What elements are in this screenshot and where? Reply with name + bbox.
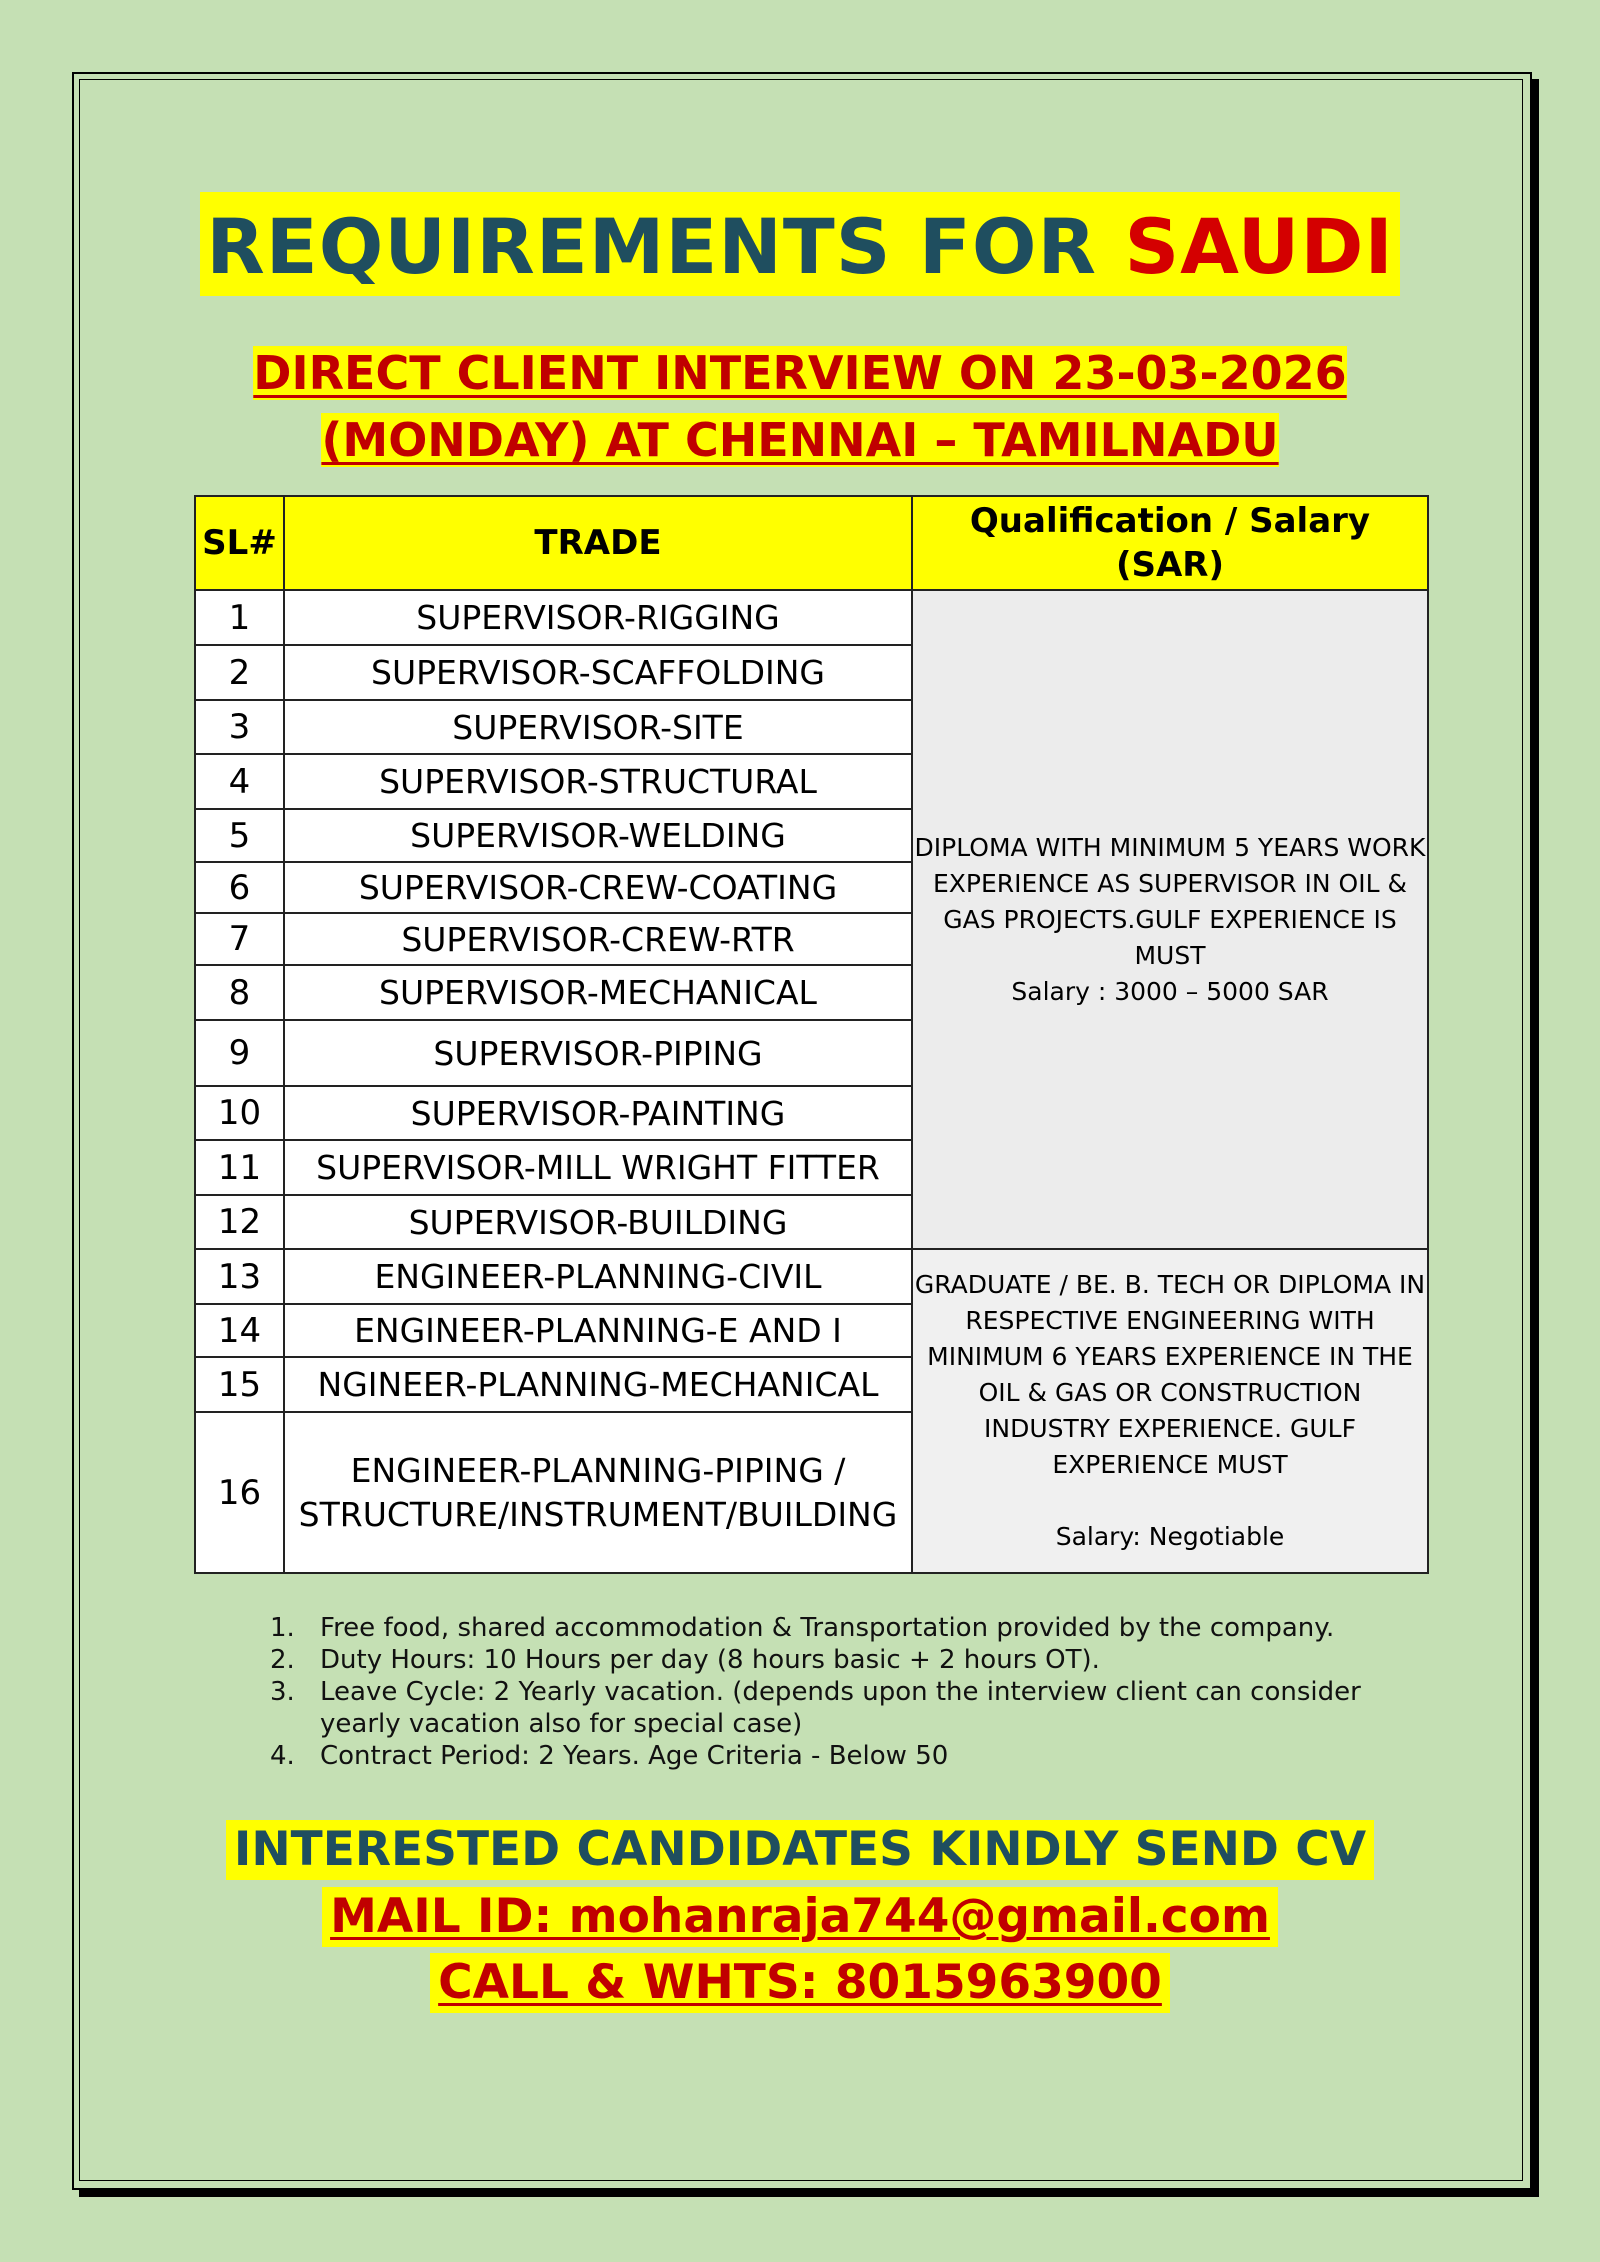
- row-trade: SUPERVISOR-MECHANICAL: [284, 965, 912, 1020]
- cta-line: [0, 1820, 1600, 1880]
- header-sl: SL#: [195, 496, 284, 590]
- list-number: 3.: [270, 1677, 295, 1707]
- page-title: [200, 192, 1399, 296]
- row-trade: SUPERVISOR-PIPING: [284, 1020, 912, 1086]
- phone-text[interactable]: CALL & WHTS: 8015963900: [430, 1953, 1170, 2013]
- row-trade: NGINEER-PLANNING-MECHANICAL: [284, 1357, 912, 1412]
- cta-phone-line: [0, 1953, 1600, 2013]
- row-sl: 15: [195, 1357, 284, 1412]
- row-sl: 10: [195, 1086, 284, 1140]
- row-trade: SUPERVISOR-RIGGING: [284, 590, 912, 645]
- table-header-row: [195, 496, 1428, 590]
- list-text: Leave Cycle: 2 Yearly vacation. (depends upon the interview client can consider yearly vacation also for special case): [320, 1677, 1361, 1739]
- row-trade: SUPERVISOR-BUILDING: [284, 1195, 912, 1249]
- spacer: [913, 1483, 1427, 1519]
- row-sl: 14: [195, 1304, 284, 1357]
- interview-line-2: (MONDAY) AT CHENNAI – TAMILNADU: [321, 413, 1279, 467]
- row-trade: SUPERVISOR-STRUCTURAL: [284, 754, 912, 809]
- list-item: [270, 1644, 1440, 1676]
- qualification-supervisors: [912, 590, 1428, 1249]
- row-trade: ENGINEER-PLANNING-E AND I: [284, 1304, 912, 1357]
- row-sl: 8: [195, 965, 284, 1020]
- list-item: [270, 1740, 1440, 1772]
- title-container: [0, 192, 1600, 296]
- salary-text: Salary : 3000 – 5000 SAR: [1011, 976, 1329, 1006]
- list-text: Duty Hours: 10 Hours per day (8 hours basic + 2 hours OT).: [320, 1645, 1100, 1675]
- list-number: 1.: [270, 1613, 295, 1643]
- subtitle-container: [0, 340, 1600, 474]
- row-sl: 2: [195, 645, 284, 700]
- row-sl: 6: [195, 862, 284, 913]
- row-sl: 9: [195, 1020, 284, 1086]
- header-trade: TRADE: [284, 496, 912, 590]
- list-item: [270, 1676, 1440, 1740]
- row-sl: 5: [195, 809, 284, 862]
- list-number: 2.: [270, 1645, 295, 1675]
- row-sl: 1: [195, 590, 284, 645]
- row-sl: 13: [195, 1249, 284, 1304]
- qualification-engineers: [912, 1249, 1428, 1573]
- list-item: [270, 1612, 1440, 1644]
- row-trade: SUPERVISOR-CREW-RTR: [284, 913, 912, 965]
- benefits-list: [270, 1612, 1440, 1772]
- list-number: 4.: [270, 1741, 295, 1771]
- table-row: [195, 590, 1428, 645]
- qualification-text: DIPLOMA WITH MINIMUM 5 YEARS WORK EXPERIENCE AS SUPERVISOR IN OIL & GAS PROJECTS.GULF EXPERIENCE IS MUST: [914, 832, 1426, 970]
- email-text[interactable]: MAIL ID: mohanraja744@gmail.com: [322, 1887, 1278, 1947]
- row-trade: SUPERVISOR-SCAFFOLDING: [284, 645, 912, 700]
- row-sl: 11: [195, 1140, 284, 1195]
- row-sl: 4: [195, 754, 284, 809]
- row-sl: 3: [195, 700, 284, 754]
- row-trade: SUPERVISOR-CREW-COATING: [284, 862, 912, 913]
- title-main: REQUIREMENTS FOR: [206, 202, 1125, 291]
- interview-line-1: DIRECT CLIENT INTERVIEW ON 23-03-2026: [253, 346, 1347, 400]
- list-text: Contract Period: 2 Years. Age Criteria - Below 50: [320, 1741, 949, 1771]
- row-sl: 12: [195, 1195, 284, 1249]
- row-trade: ENGINEER-PLANNING-CIVIL: [284, 1249, 912, 1304]
- send-cv-text: INTERESTED CANDIDATES KINDLY SEND CV: [226, 1820, 1374, 1880]
- row-trade: [284, 1412, 912, 1573]
- trade-line-1: ENGINEER-PLANNING-PIPING /: [350, 1450, 846, 1490]
- salary-text: Salary: Negotiable: [1055, 1522, 1285, 1551]
- header-qualification: Qualification / Salary (SAR): [912, 496, 1428, 590]
- row-trade: SUPERVISOR-PAINTING: [284, 1086, 912, 1140]
- trade-line-2: STRUCTURE/INSTRUMENT/BUILDING: [298, 1494, 898, 1534]
- requirements-table: [194, 495, 1429, 1574]
- row-trade: SUPERVISOR-SITE: [284, 700, 912, 754]
- qualification-text: GRADUATE / BE. B. TECH OR DIPLOMA IN RESPECTIVE ENGINEERING WITH MINIMUM 6 YEARS EXPERIENCE IN THE OIL & GAS OR CONSTRUCTION INDUSTRY EXPERIENCE. GULF EXPERIENCE MUST: [914, 1270, 1426, 1479]
- cta-email-line: [0, 1887, 1600, 1947]
- title-accent: SAUDI: [1124, 202, 1394, 291]
- row-sl: 16: [195, 1412, 284, 1573]
- list-text: Free food, shared accommodation & Transportation provided by the company.: [320, 1613, 1335, 1643]
- row-trade: SUPERVISOR-MILL WRIGHT FITTER: [284, 1140, 912, 1195]
- row-trade: SUPERVISOR-WELDING: [284, 809, 912, 862]
- row-sl: 7: [195, 913, 284, 965]
- table-row: [195, 1249, 1428, 1304]
